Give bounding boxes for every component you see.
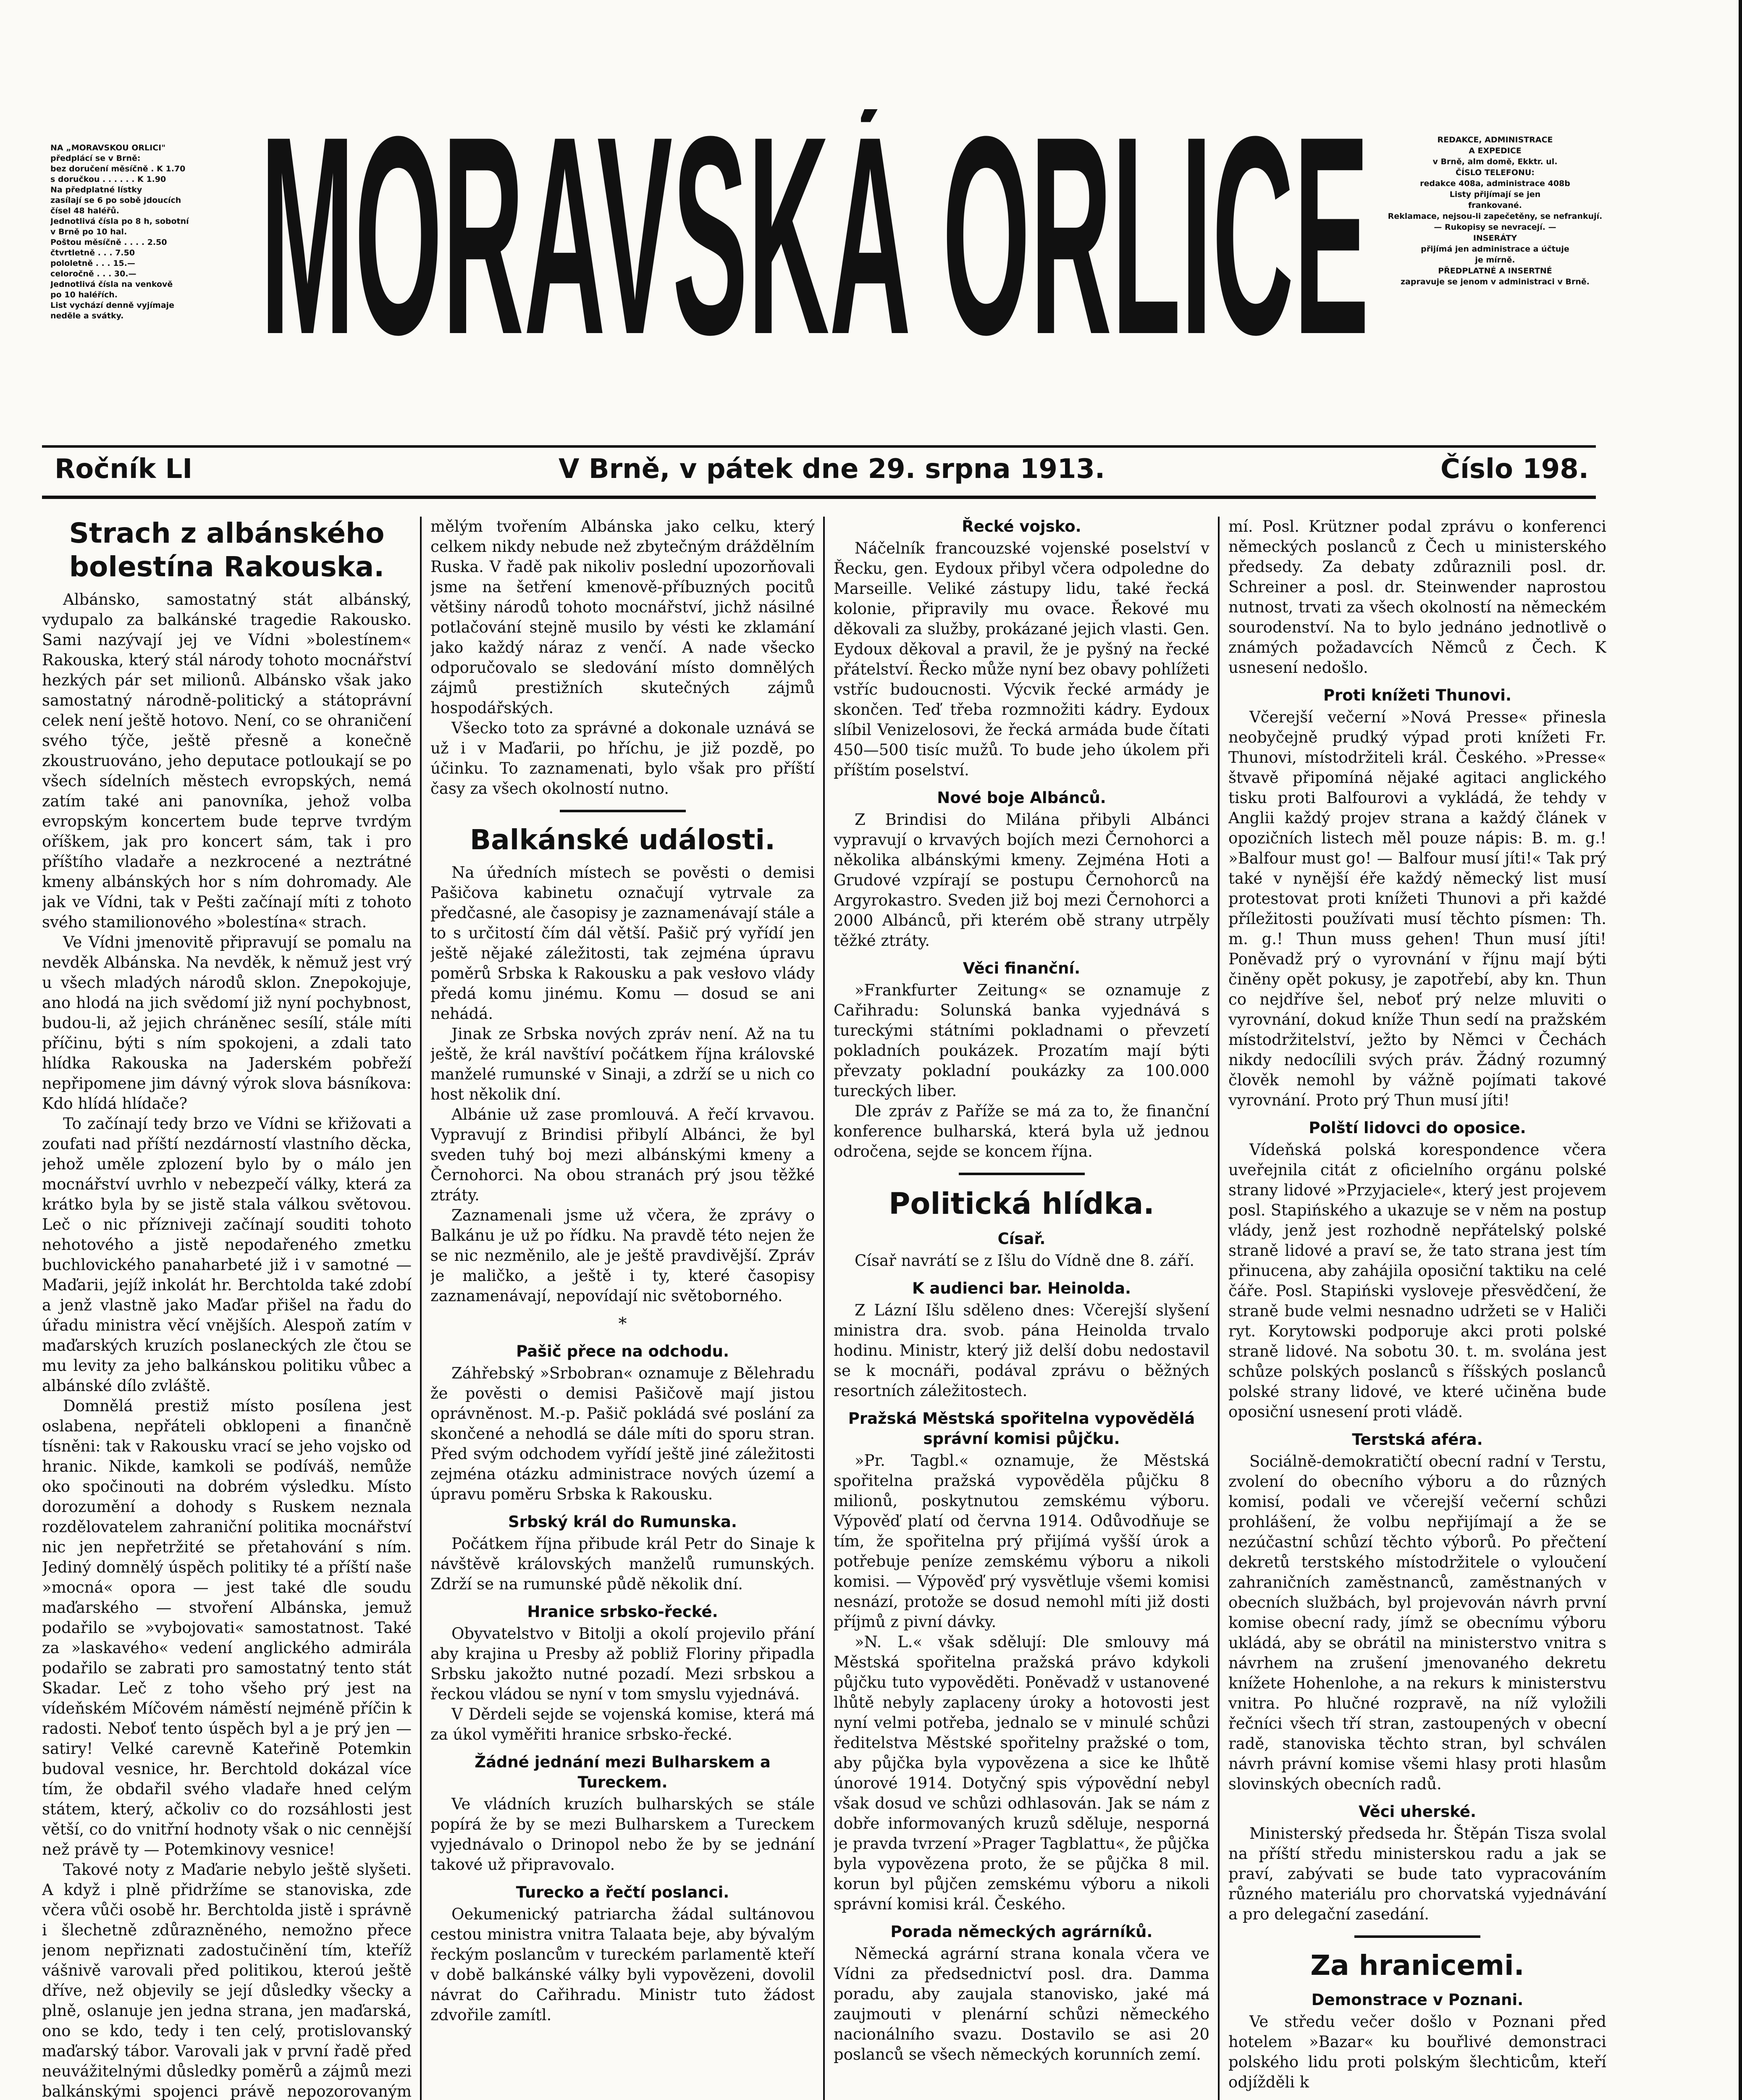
subscription-line: Poštou měsíčně . . . . 2.50 (50, 238, 167, 247)
subheading: Žádné jednání mezi Bulharskem a Tureckem. (475, 1753, 771, 1791)
article-paragraph: Zaznamenali jsme už včera, že zprávy o Balkánu je už po řídku. Na pravdě této nejen že se nic nezměnilo, ale je ještě pravdivější. Zpráv je maličko, a ještě i ty, které časopisy zaznamenávají, nepovídají nic světoborného. (430, 1206, 815, 1305)
info-line: Reklamace, nejsou-li zapečetěny, se nefrankují. (1388, 212, 1603, 221)
section-headline: Balkánské události. (470, 824, 776, 856)
article-paragraph: Záhřebský »Srbobran« oznamuje z Bělehradu že pověsti o demisi Pašičově mají jistou oprávněnost. M.-p. Pašič pokládá své poslání za skončené a nehodlá se dále míti do sporu stran. Před svým odchodem vyřídí ještě jiné záležitosti zejména otázku administrace nových území a úpravu poměru Srbska k Rakousku. (430, 1364, 815, 1503)
article-paragraph: Včerejší večerní »Nová Presse« přinesla neobyčejně prudký výpad proti knížeti Fr. Thunovi, místodržiteli král. Českého. »Presse« štvavě připomíná nějaké agitaci anglického tisku proti Balfourovi a vykládá, že tehdy v Anglii každý projev strana a každý článek v opozičních listech měl pouze nápis: B. m. g.! »Balfour must go! — Balfour musí jíti!« Tak prý také v nynější éře každý německý list musí protestovat proti knížeti Thunovi a při každé příležitosti používati musí těchto písmen: Th. m. g.! Thun muss gehen! Thun musí jíti! Poněvadž prý o vyrovnání v říjnu mají býti činěny opět pokusy, je zapotřebí, aby kn. Thun co nejdříve šel, neboť prý nelze mluviti o vyrovnání, dokud kníže Thun sedí na pražském místodržitelství, ježto by Němci v Čechách nikdy nedocílili svých práv. Žádný rozumný člověk nemohl by vážně pojímati takové vyrovnání. Proto prý Thun musí jíti! (1228, 708, 1606, 1109)
article-paragraph: Všecko toto za správné a dokonale uznává se už i v Maďarii, po hříchu, je již pozdě, po účinku. To zaznamenati, bylo však pro příští časy za všech okolností nutno. (430, 719, 815, 798)
info-line: redakce 408a, administrace 408b (1420, 179, 1570, 188)
subscription-line: pololetně . . . 15.— (50, 259, 135, 268)
article-paragraph: Ministerský předseda hr. Štěpán Tisza svolal na příští středu ministerskou radu a jak se praví, zabývati se bude tato vypracováním různého materiálu pro chorvatská vyjednávání a pro delegační zasedání. (1228, 1824, 1606, 1923)
subheading: Nové boje Albánců. (937, 789, 1106, 807)
article-paragraph: Domnělá prestiž místo posílena jest oslabena, nepřáteli obklopeni a finančně tísněni: tak v Rakousku vrací se jeho vojsko od hranic. Nikde, kamkoli se podíváš, nemůže oko spočinouti na dobrém výsledku. Místo dorozumění a dohody s Ruskem neznala rozdělovatelem zahraniční politika mocnářství nic jen nepřetržité se přetahování s ním. Jediný domnělý úspěch politiky té a příští naše »mocná« opora — jest také dle soudu maďarského — stvoření Albánska, jemuž podařilo se »vybojovati« samostatnost. Také za »laskavého« vedení anglického admirála podařilo se zabrati pro samostatný tento stát Skadar. Leč z toho všeho prý jest na vídeňském Míčovém náměstí nejméně příčin k radosti. Neboť tento úspěch byl a je prý jen — satiry! Velké carevně Kateřině Potemkin budoval vesnice, hr. Berchtold dokázal více tím, že obdařil svého vladaře hned celým státem, který, ačkoliv co do rozsáhlosti jest větší, co do vnitřní hodnoty však o nic cennější než právě ty — Potemkinovy vesnice! (42, 1397, 412, 1858)
subscription-line: List vychází denně vyjímaje (50, 301, 175, 310)
info-line: — Rukopisy se nevracejí. — (1434, 223, 1556, 232)
article-paragraph: Ve vládních kruzích bulharských se stále popírá že by se mezi Bulharskem a Tureckem vyjednávalo o Drinopol nebo že by se jednání takové už připravovalo. (430, 1795, 815, 1874)
column-1 (42, 517, 412, 2100)
subscription-line: po 10 haléřích. (50, 290, 118, 299)
editorial-info-box (1386, 134, 1604, 287)
subscription-line: předplácí se v Brně: (50, 154, 141, 163)
subscription-line: čtvrtletně . . . 7.50 (50, 248, 135, 257)
column-rule (823, 517, 825, 2100)
newspaper-title-text: MORAVSKÁ ORLICE (260, 109, 1369, 393)
issue-number: Číslo 198. (1440, 454, 1589, 485)
article-paragraph: Dle zpráv z Paříže se má za to, že finanční konference bulharská, která byla už jednou odročena, sejde se koncem října. (834, 1102, 1209, 1160)
info-line: přijímá jen administrace a účtuje (1421, 244, 1569, 254)
subheading: Polští lidovci do oposice. (1309, 1119, 1526, 1137)
subscription-line: Jednotlivá čísla na venkově (50, 280, 173, 289)
subscription-line: Jednotlivá čísla po 8 h, sobotní (50, 217, 189, 226)
article-paragraph: Na úředních místech se pověsti o demisi Pašičova kabinetu označují vytrvale za předčasné, ale časopisy je zaznamenávají stále a to s určitostí čím dál větší. Pašič prý vyřídí jen ještě nějaké záležitosti, tak zejména úpravu poměrů Srbska k Rakousku a pak vesłovo vlády předá komu jinému. Komu — dosud se ani nehádá. (430, 864, 815, 1023)
subheading: Věci uherské. (1358, 1803, 1476, 1821)
article-paragraph: Albánie už zase promlouvá. A řečí krvavou. Vypravují z Brindisi přibylí Albánci, že byl sveden tuhý boj mezi albánskými kmeny a Černohorci. Na obou stranách prý jsou těžké ztráty. (430, 1105, 815, 1204)
subheading: Proti knížeti Thunovi. (1323, 686, 1512, 704)
subheading: Pražská Městská spořitelna vypovědělá správní komisi půjčku. (848, 1410, 1195, 1448)
article-paragraph: To začínají tedy brzo ve Vídni se křižovati a zoufati nad příští nezdárností vlastního děcka, jehož uměle zplození bylo by o málo jen mocnářství uvrhlo v nebezpečí války, která za krátko byla by se jistě stala válkou světovou. Leč o nic přízniveji začínají souditi tohoto nehotového a jistě nepodařeného zmetku buchlovického panaharbeté již i v samotné — Maďarii, jejíž inkolát hr. Berchtolda také zdobí a jenž vlastně jako Maďar přišel na řadu do úřadu ministra věcí vnějších. Alespoň zatím v maďarských kruzích poslaneckých zle čtou se mu levity za jeho balkánskou politiku vůbec a albánské dílo zvláště. (42, 1115, 412, 1395)
info-line: A EXPEDICE (1469, 146, 1522, 155)
info-line: frankované. (1468, 201, 1522, 210)
article-paragraph: V Děrdeli sejde se vojenská komise, která má za úkol vyměřiti hranice srbsko-řecké. (430, 1705, 815, 1743)
subscription-line: celoročně . . . 30.— (50, 269, 136, 278)
info-line: Listy přijímají se jen (1449, 190, 1541, 199)
info-line: INSERÁTY (1473, 234, 1517, 243)
article-paragraph: Albánsko, samostatný stát albánský, vydupalo za balkánské tragedie Rakousko. Sami nazývají jej ve Vídni »bolestínem« Rakouska, který stál národy tohoto mocnářství hezkých pár set milionů. Albánsko však jako samostatný národně-politický a státoprávní celek není ještě hotovo. Není, co se ohraničení svého týče, ještě přesně a konečně zkoustruováno, jeho deputace potloukají se po všech sídelních městech evropských, nemá zatím také ani panovníka, jehož volba evropským koncertem bude teprve tvrdým oříškem, jak pro koncert sám, tak i pro příštího vladaře a nezkrocené a neztrátné kmeny albánských hor s ním dohromady. Ale jak ve Vídni, tak v Pešti začínají míti z tohoto svého stamilionového »bolestína« strach. (42, 591, 412, 931)
article-paragraph: Počátkem října přibude král Petr do Sinaje k návštěvě královských manželů rumunských. Zdrží se na rumunské půdě několik dní. (430, 1535, 815, 1593)
article-paragraph: Císař navrátí se z Išlu do Vídně dne 8. září. (855, 1252, 1195, 1270)
section-divider (560, 810, 686, 812)
section-headline: Politická hlídka. (889, 1186, 1154, 1221)
info-line: je mírně. (1475, 255, 1515, 265)
column-3 (834, 517, 1209, 2100)
rule-bottom (42, 496, 1596, 499)
article-paragraph: Obyvatelstvo v Bitolji a okolí projevilo přání aby krajina u Presby až pobliž Floriny připadla Srbsku jakožto nutné pozadí. Mezi srbskou a řeckou vládou se nyní v tom smyslu vyjednává. (430, 1625, 815, 1703)
subheading: Turecko a řečtí poslanci. (516, 1883, 729, 1901)
info-line: REDAKCE, ADMINISTRACE (1437, 135, 1553, 144)
info-line: zapravuje se jenom v administraci v Brně. (1400, 277, 1590, 286)
subheading: Císař. (997, 1230, 1046, 1248)
subheading: Srbský král do Rumunska. (508, 1513, 737, 1531)
article-paragraph: Z Brindisi do Milána přibyli Albánci vypravují o krvavých bojích mezi Černohorci a několika albánskými kmeny. Zejména Hoti a Grudové vzpírají se postupu Černohorců na Argyrokastro. Sveden již boj mezi Černohorci a 2000 Albánců, při kterém obě strany utrpěly těžké ztráty. (834, 811, 1209, 950)
article-paragraph: »N. L.« však sdělují: Dle smlouvy má Městská spořitelna pražská právo kdykoli půjčku tuto vypověděti. Poněvadž v ustanovené lhůtě nebyly zaplaceny úroky a hotovosti jest nyní velmi potřeba, jednalo se v minulé schůzi ředitelstva Městské spořitelny pražské o tom, aby půjčka byla vypovězena a sice ke lhůtě únorové 1914. Dotyčný spis výpovědní nebyl však dosud ve schůzi odhlasován. Jak se nám z dobře informovaných kruzů sděluje, nesporná je pravda tvrzení »Prager Tagblattu«, že půjčka byla vypovězena proto, že se půjčka 8 mil. korun byl půjčen zemskému výboru a nikoli správní komisi král. Českého. (834, 1633, 1209, 1913)
article-paragraph: mělým tvořením Albánska jako celku, který celkem nikdy nebude než zbytečným dráždělním Ruska. V řadě pak nikoliv poslední upozorňovali jsme na šetření kmenově-příbuzných pocitů většiny národů tohoto mocnářství, jichž násilné potlačování stejně musilo by vésti ke zklamání jako každý náraz z venčí. A nade všecko odporučovalo se sledování místo domnělých zájmů prestižních skutečných zájmů hospodářských. (430, 517, 815, 717)
subheading: Řecké vojsko. (962, 517, 1081, 536)
subheading: Demonstrace v Poznani. (1311, 1991, 1524, 2009)
subheading: K audienci bar. Heinolda. (912, 1279, 1131, 1297)
subscription-line: NA „MORAVSKOU ORLICI" (50, 143, 166, 152)
article-paragraph: Jinak ze Srbska nových zpráv není. Až na tu ještě, že král navštíví počátkem října královské manželé rumunské v Sinaji, a zdrží se u nich co host několik dní. (430, 1025, 815, 1103)
column-2 (430, 517, 815, 2100)
article-headline: Strach z albánského bolestína Rakouska. (69, 517, 385, 583)
subscription-line: neděle a svátky. (50, 311, 124, 320)
article-paragraph: mí. Posl. Krützner podal zprávu o konferenci německých poslanců z Čech u ministerského předsedy. Za debaty zdůraznili posl. dr. Schreiner a posl. dr. Steinwender naprostou nutnost, trvati za všech okolností na německém sourodenství. Na to bylo jednáno jednotlivě o známých požadavcích Němců z Čech. K usnesení nedošlo. (1228, 517, 1606, 677)
subscription-line: Na předplatné lístky (50, 185, 142, 194)
article-paragraph: Oekumenický patriarcha žádal sultánovou cestou ministra vnitra Talaata beje, aby bývalým řeckým poslancům v tureckém parlamentě kteří v době balkánské války byli vypovězeni, dovolil návrat do Cařihradu. Ministr tuto žádost zdvořile zamítl. (430, 1905, 815, 2024)
article-paragraph: Vídeňská polská korespondence včera uveřejnila citát z oficielního orgánu polské strany lidové »Przyjaciele«, který jest projevem posl. Stapińského a ukazuje se v něm na postup vlády, jenž jest rozhodně nepřátelský polské straně lidové a praví se, že tato strana jest tím přinucena, aby zahájila oposiční taktiku na celé čáře. Posl. Stapiński vysloveje přesvědčení, že straně bude velmi nesnadno udržeti se v Haliči ryt. Korytowski podporuje akci proti polské straně lidové. Na sobotu 30. t. m. svolána jest schůze polských poslanců s říšských poslanců polské strany lidové, ve které učiněna bude oposiční usnesení proti vládě. (1228, 1141, 1606, 1421)
article-paragraph: »Frankfurter Zeitung« se oznamuje z Cařihradu: Solunská banka vyjednává s tureckými státními pokladnami o převzetí pokladních poukázek. Prozatím mají býti převzaty pokladní poukázky za 100.000 tureckých liber. (834, 981, 1209, 1100)
article-paragraph: Takové noty z Maďarie nebylo ještě slyšeti. A když i plně přidržíme se stanoviska, zde včera vůči osobě hr. Berchtolda jistě i správně i šlechetně zdůrazněného, nemožno přece jenom nepřiznati zadostučinění tím, kteříž vášnivě varovali před politikou, kteroú ještě dříve, než objevily se její důsledky všecky a plně, oslanuje jen jedna strana, jen maďarská, ono se kdo, tedy i ten celý, protislovanský maďarský tábor. Varovali jak v první řadě před neuvážitelnými důsledky poměrů a zájmů mezi balkánskými spojenci právě nepozorovaným (42, 1861, 412, 2100)
date-label: V Brně, v pátek dne 29. srpna 1913. (559, 454, 1105, 485)
subscription-box (50, 143, 248, 321)
article-paragraph: Ve Vídni jmenovitě připravují se pomalu na nevděk Albánska. Na nevděk, k němuž jest vrý u všech mladých národů sklon. Znepokojuje, ano hlodá na jich svědomí již nyní pochybnost, budou-li, až jejich chráněnec sesílí, stále míti příčinu, býti s ním spokojeni, a zdali tato hlídka Rakouska na Jaderském pobřeží nepřipomene jim dávný výrok slova básníkova: Kdo hlídá hlídače? (42, 933, 412, 1113)
page-edge (1739, 0, 1742, 2100)
subheading: Terstská aféra. (1352, 1431, 1483, 1449)
article-paragraph: Náčelník francouzské vojenské poselství v Řecku, gen. Eydoux přibyl včera odpoledne do Marseille. Veliké zástupy lidu, také řecká kolonie, připravily mu ovace. Řekové mu děkovali za služby, prokázané jejich vlasti. Gen. Eydoux děkoval a pravil, že je pyšný na řecké přátelství. Řecko může nyní bez obavy pohlížeti vstříc budoucnosti. Výcvik řecké armády je skončen. Teď třeba rozmnožiti kádry. Eydoux slíbil Venizelosovi, že řecká armáda bude čítati 450—500 tisíc mužů. To bude jeho úkolem při příštím poselství. (834, 539, 1209, 779)
subscription-line: s doručkou . . . . . . K 1.90 (50, 175, 166, 184)
subheading: Pašič přece na odchodu. (516, 1342, 729, 1360)
article-paragraph: Německá agrární strana konala včera ve Vídni za předsednictví posl. dra. Damma poradu, aby zaujala stanovisko, jaké má zaujmouti v plenární schůzi německého nacionálního svazu. Dostavilo se asi 20 poslanců se všech německých korunních zemí. (834, 1945, 1209, 2063)
column-rule (1218, 517, 1220, 2100)
subheading: Porada německých agrárníků. (890, 1923, 1153, 1941)
volume-label: Ročník LI (55, 454, 193, 485)
subscription-line: v Brně po 10 hal. (50, 227, 127, 236)
article-paragraph: Sociálně-demokratičtí obecní radní v Terstu, zvolení do obecního výboru a do různých komisí, podali ve včerejší večerní schůzi prohlášení, že volbu nepřijímají a že se nezúčastní schůzí těchto výborů. Po přečtení dekretů terstského místodržitele o vyloučení zahraničních zaměstnanců, zaměstnaných v obecních službách, byl projevován návrh první komise obecní rady, jímž se obecnímu výboru ukládá, aby se obrátil na ministerstvo vnitra s návrhem na zrušení jmenovaného dekretu knížete Hohenlohe, a na rekurs k ministerstvu vnitra. Po hlučné rozpravě, na níž vyložili řečníci všech tří stran, zastoupených v obecní radě, stanoviska těchto stran, byl schválen návrh právní komise všemi hlasy proti hlasům slovinských obecních radů. (1228, 1452, 1606, 1793)
rule-top (42, 445, 1596, 448)
star-separator: * (618, 1314, 627, 1334)
column-rule (420, 517, 422, 2100)
article-paragraph: Ve středu večer došlo v Poznani před hotelem »Bazar« ku bouřlivé demonstraci polského lidu proti polským šlechticům, kteří odjížděli k (1228, 2013, 1606, 2091)
subheading: Věci finanční. (963, 959, 1081, 977)
subheading: Hranice srbsko-řecké. (527, 1603, 718, 1621)
newspaper-title (252, 109, 1377, 420)
info-line: v Brně, alm domě, Ekktr. ul. (1432, 157, 1558, 166)
info-line: PŘEDPLATNÉ A INSERTNÉ (1438, 266, 1552, 276)
subscription-line: zasílají se 6 po sobě jdoucích (50, 196, 181, 205)
section-divider (1354, 1935, 1480, 1938)
article-paragraph: Z Lázní Išlu sděleno dnes: Včerejší slyšení ministra dra. svob. pána Heinolda trvalo hodinu. Ministr, který již delší dobu nedostavil se k mocnáři, podával zprávu o běžných resortních záležitostech. (834, 1301, 1209, 1400)
subscription-line: bez doručení měsíčně . K 1.70 (50, 164, 186, 173)
subscription-line: čísel 48 haléřů. (50, 206, 120, 215)
column-4 (1228, 517, 1606, 2100)
section-headline: Za hranicemi. (1310, 1949, 1524, 1982)
section-divider (959, 1173, 1085, 1175)
info-line: ČÍSLO TELEFONU: (1456, 168, 1535, 177)
article-paragraph: »Pr. Tagbl.« oznamuje, že Městská spořitelna pražská vypověděla půjčku 8 milionů, poskytnutou zemskému výboru. Výpověď platí od června 1914. Odůvodňuje se tím, že spořitelna prý přijímá vyšší úrok a potřebuje peníze zemskému výboru a nikoli komisi. — Výpověď prý vysvětluje všemi komisi nesnází, protože se dosud nemohl míti již dosti příjmů z pivní dávky. (834, 1452, 1209, 1631)
